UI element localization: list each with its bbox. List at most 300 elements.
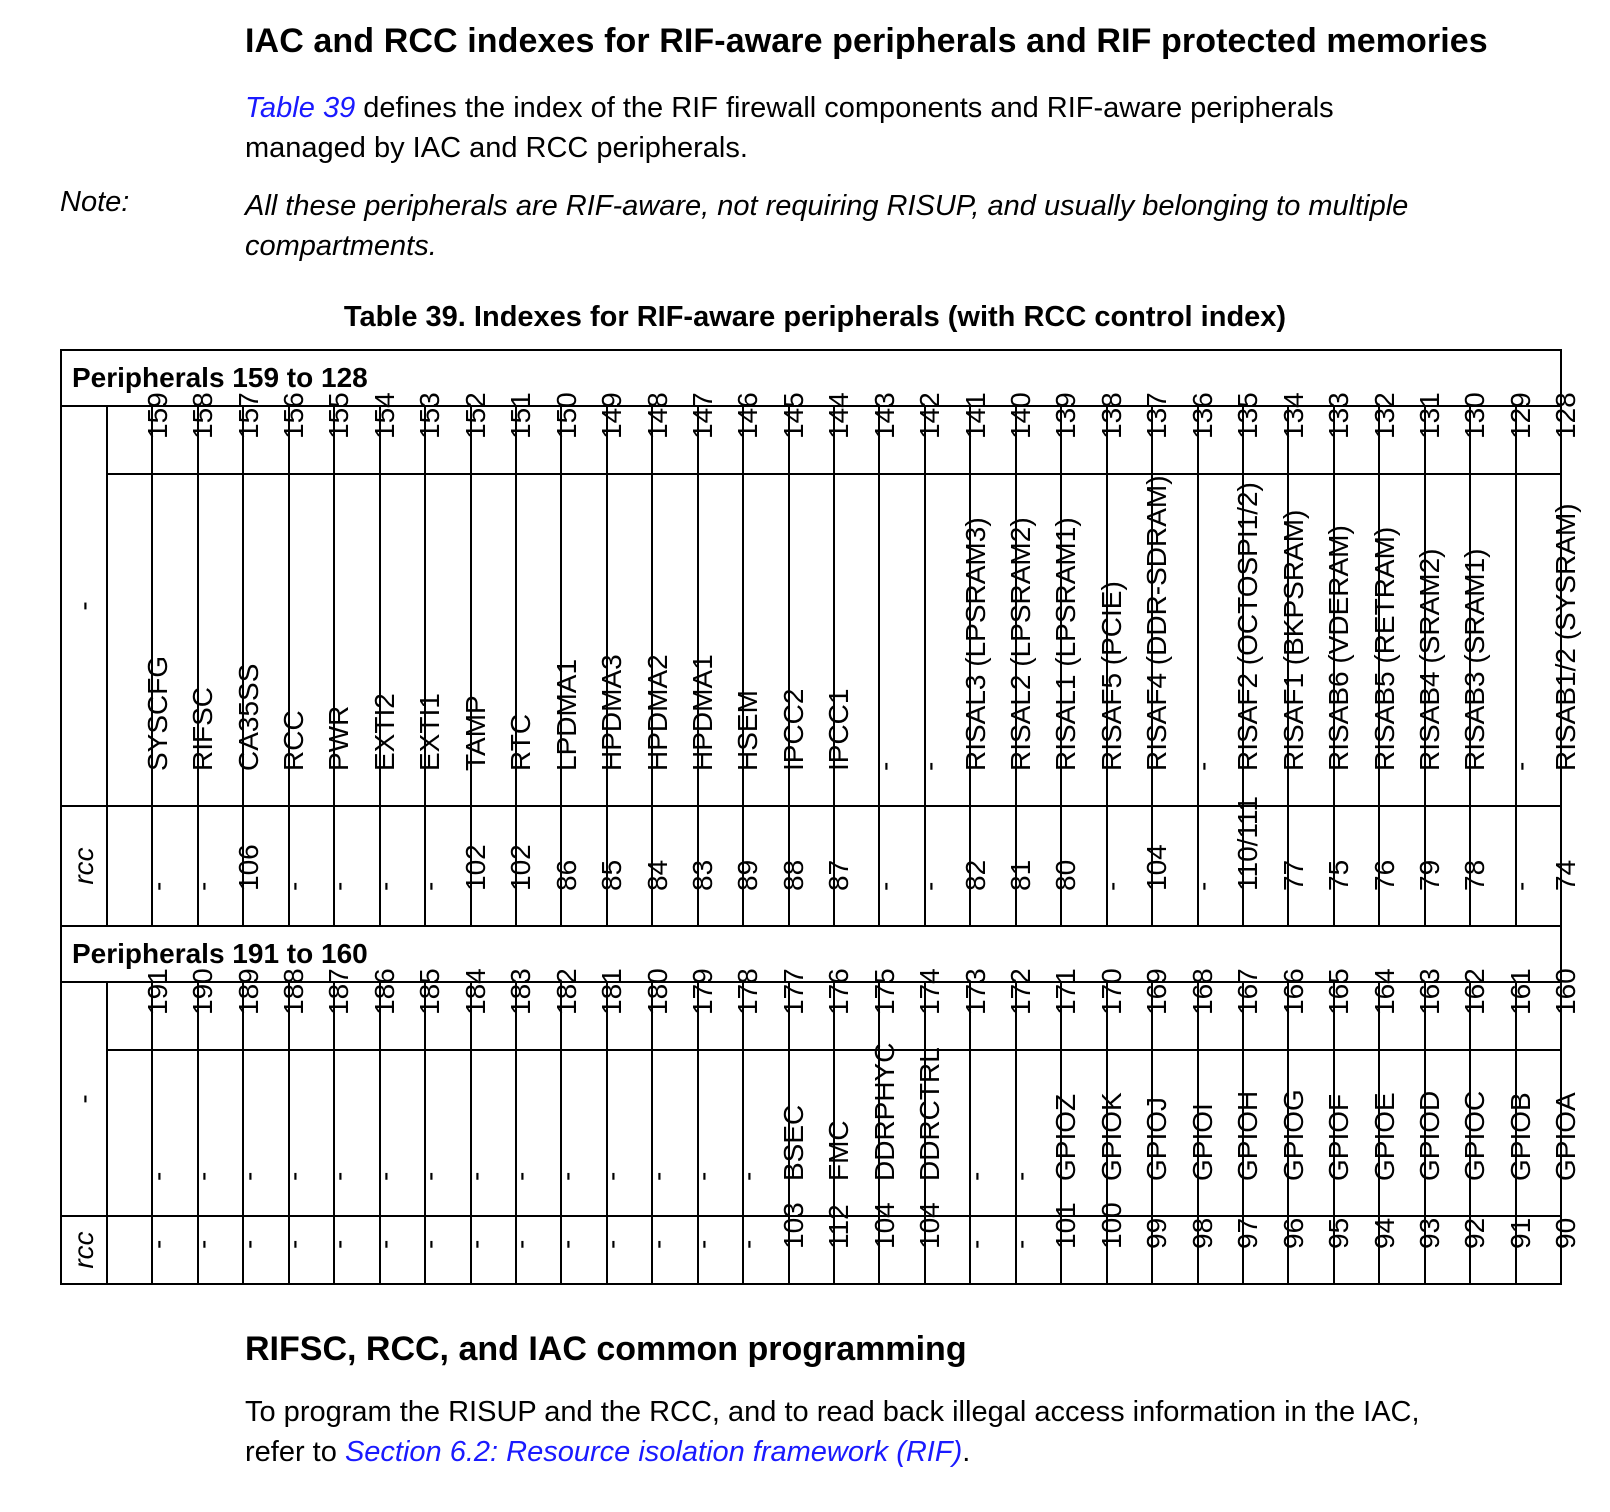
index-cell-text: 175 [868, 968, 900, 1015]
peripheral-name-cell-text: GPIOE [1368, 1092, 1400, 1181]
rcc-cell-text: - [641, 1239, 673, 1249]
rcc-cell-text: 102 [459, 844, 491, 891]
rcc-cell [243, 806, 310, 926]
rcc-cell-text: 100 [1095, 1202, 1127, 1249]
index-cell-text: 135 [1232, 392, 1264, 439]
intro-line-1 [245, 88, 1575, 128]
peripheral-name-cell-text: SYSCFG [141, 655, 173, 771]
rcc-cell-text: - [596, 1239, 628, 1249]
peripheral-name-cell-text: GPIOH [1232, 1090, 1264, 1181]
peripheral-name-cell-text: - [550, 1171, 582, 1181]
peripheral-name-cell [380, 474, 446, 806]
peripheral-name-cell [1425, 474, 1491, 806]
section-6-2-link[interactable]: Section 6.2: Resource isolation framework (RIF) [344, 1436, 963, 1468]
index-cell-text: 185 [414, 968, 446, 1015]
rcc-cell-text: - [323, 1239, 355, 1249]
peripheral-name-cell-text: - [505, 1171, 537, 1181]
rcc-cell-text: - [141, 1239, 173, 1249]
rcc-cell-text: 110/111 [1232, 796, 1264, 891]
rcc-cell [1107, 1216, 1173, 1284]
peripheral-name-cell-text: RCC [278, 710, 310, 771]
peripheral-name-cell-text: - [187, 1171, 219, 1181]
peripheral-name-cell [698, 474, 764, 806]
rcc-cell-text: 80 [1050, 859, 1082, 891]
peripheral-name-cell [879, 1047, 946, 1216]
rcc-cell-text: 85 [596, 859, 628, 891]
rcc-cell-text: 75 [1323, 859, 1355, 891]
rcc-cell-text: 102 [505, 844, 537, 891]
rcc-cell [334, 1216, 400, 1284]
index-cell-text: 176 [823, 968, 855, 1015]
rcc-cell [1516, 1216, 1582, 1284]
index-cell-text: 177 [777, 968, 809, 1015]
rcc-cell-text: - [550, 1239, 582, 1249]
rcc-cell [1288, 806, 1355, 926]
rcc-cell-text: 79 [1413, 859, 1445, 891]
peripheral-name-cell [1470, 1050, 1536, 1216]
rcc-cell [1334, 1216, 1400, 1284]
rcc-cell [289, 806, 355, 926]
rcc-cell [652, 806, 718, 926]
rcc-cell-text: 86 [550, 859, 582, 891]
peripheral-name-cell-text: - [414, 1171, 446, 1181]
peripheral-name-cell [198, 1050, 264, 1216]
rcc-cell-text: 82 [959, 859, 991, 891]
rcc-cell-text: 103 [777, 1202, 809, 1249]
intro-text: defines the index of the RIF firewall components and RIF-aware peripherals [355, 92, 1334, 124]
index-cell-text: 153 [414, 392, 446, 439]
peripheral-name-cell [516, 474, 582, 806]
rcc-cell-text: 106 [232, 844, 264, 891]
peripheral-name-cell-text: HSEM [732, 690, 764, 771]
group-title: Peripherals 159 to 128 [61, 350, 1561, 406]
peripheral-name-cell [425, 474, 491, 806]
peripheral-name-cell-text: IPCC2 [777, 688, 809, 771]
rcc-row-label [61, 1216, 107, 1284]
peripheral-name-cell [1016, 474, 1082, 806]
peripheral-name-cell [1288, 474, 1355, 806]
peripheral-name-cell-text: GPIOI [1186, 1103, 1218, 1181]
rcc-cell-text: - [1005, 1239, 1037, 1249]
index-cell-text: 151 [505, 392, 537, 439]
outro-prefix: refer to [245, 1436, 345, 1468]
peripheral-name-cell-text: EXTI1 [414, 693, 446, 771]
index-cell [107, 968, 173, 1050]
peripheral-name-cell-text: GPIOG [1277, 1089, 1309, 1181]
rcc-cell [607, 1216, 673, 1284]
peripheral-name-cell [516, 1050, 582, 1216]
index-cell-text: 147 [686, 392, 718, 439]
rcc-cell [1243, 1216, 1309, 1284]
peripheral-name-cell-text: GPIOZ [1050, 1093, 1082, 1181]
rcc-cell [1334, 806, 1400, 926]
rcc-row [61, 806, 1561, 926]
index-cell-text: 148 [641, 392, 673, 439]
rcc-cell-text: 99 [1141, 1217, 1173, 1249]
peripheral-name-cell [1243, 1050, 1309, 1216]
peripheral-name-cell [698, 1050, 764, 1216]
peripheral-name-cell [743, 1050, 809, 1216]
index-cell-text: 172 [1005, 968, 1037, 1015]
index-cell-text: 158 [187, 392, 219, 439]
index-cell-text: 159 [141, 392, 173, 439]
rcc-row-label-text: rcc [68, 1231, 99, 1269]
rcc-cell [1288, 1216, 1355, 1284]
index-cell-text: 161 [1504, 968, 1536, 1015]
index-cell-text: 180 [641, 968, 673, 1015]
peripheral-name-cell-text: GPIOB [1504, 1092, 1536, 1181]
peripheral-name-cell-text: RTC [505, 713, 537, 771]
peripheral-name-cell [970, 1050, 1037, 1216]
rcc-cell-text: - [686, 1239, 718, 1249]
index-cell-text: 183 [505, 968, 537, 1015]
section-heading: IAC and RCC indexes for RIF-aware peripherals and RIF protected memories [245, 22, 1488, 60]
rcc-cell-text: 76 [1368, 859, 1400, 891]
rcc-cell [1152, 1216, 1218, 1284]
index-cell-text: 128 [1550, 392, 1582, 439]
index-cell-text: 144 [823, 392, 855, 439]
index-cell-text: 169 [1141, 968, 1173, 1015]
outro-line-2 [245, 1432, 1585, 1472]
rif-index-table [60, 349, 1582, 1285]
peripheral-name-cell-text: DDRPHYC [868, 1042, 900, 1181]
rcc-cell-text: 77 [1277, 859, 1309, 891]
rcc-cell [334, 806, 400, 926]
peripheral-name-cell [1516, 474, 1582, 806]
peripheral-name-cell [607, 474, 673, 806]
rcc-cell-text: - [187, 881, 219, 891]
rcc-cell-text: - [141, 881, 173, 891]
peripheral-name-cell-text: GPIOC [1459, 1090, 1491, 1181]
index-cell-text: 173 [959, 968, 991, 1015]
index-cell-text: 164 [1368, 968, 1400, 1015]
rcc-row [61, 1216, 1561, 1284]
peripheral-name-cell-text: RISAB5 (RETRAM) [1368, 526, 1400, 771]
peripheral-name-cell-text: RISAL1 (LPSRAM1) [1050, 517, 1082, 771]
index-cell-text: 134 [1277, 392, 1309, 439]
peripheral-name-cell-text: - [323, 1171, 355, 1181]
index-cell-text: 160 [1550, 968, 1582, 1015]
peripheral-name-cell [152, 1050, 219, 1216]
rcc-cell [1516, 806, 1582, 926]
rcc-cell [925, 1216, 991, 1284]
peripheral-name-cell-text: BSEC [777, 1104, 809, 1181]
peripheral-name-cell [652, 474, 718, 806]
rcc-cell-text: - [232, 1239, 264, 1249]
peripheral-name-cell [607, 1050, 673, 1216]
rcc-cell [1107, 806, 1173, 926]
rcc-row-label [61, 806, 107, 926]
rcc-cell [607, 806, 673, 926]
rcc-cell [834, 806, 900, 926]
peripheral-name-cell-text: RISAB6 (VDERAM) [1323, 525, 1355, 771]
rcc-cell-text: 74 [1550, 859, 1582, 891]
rcc-cell-text: - [414, 1239, 446, 1249]
rcc-cell-text: 104 [868, 1202, 900, 1249]
rcc-cell [970, 1216, 1037, 1284]
index-cell-text: 154 [368, 392, 400, 439]
index-cell-text: 130 [1459, 392, 1491, 439]
peripheral-name-cell [107, 1050, 173, 1216]
index-cell-text: 152 [459, 392, 491, 439]
rcc-cell [879, 1202, 946, 1284]
outro-line-1: To program the RISUP and the RCC, and to read back illegal access information in the IAC, [245, 1396, 1420, 1428]
peripheral-name-cell-text: RISAL2 (LPSRAM2) [1005, 517, 1037, 771]
rcc-cell-text: 93 [1413, 1217, 1445, 1249]
peripheral-name-cell-text: - [1504, 761, 1536, 771]
index-cell-text: 133 [1323, 392, 1355, 439]
index-cell-text: 145 [777, 392, 809, 439]
index-cell-text: 149 [596, 392, 628, 439]
rcc-cell [471, 1216, 537, 1284]
peripheral-name-cell [561, 474, 628, 806]
index-cell-text: 166 [1277, 968, 1309, 1015]
rcc-cell [1061, 806, 1127, 926]
rcc-cell-text: - [1186, 881, 1218, 891]
rcc-cell-text: 89 [732, 859, 764, 891]
peripheral-name-cell-text: CA35SS [232, 663, 264, 771]
peripheral-name-cell [743, 474, 809, 806]
rcc-cell [561, 1216, 628, 1284]
rcc-cell-text: 104 [914, 1202, 946, 1249]
rcc-cell [198, 806, 264, 926]
peripheral-name-cell-text: GPIOJ [1141, 1096, 1173, 1181]
rcc-cell [743, 1202, 809, 1284]
peripheral-name-cell-text: IPCC1 [823, 688, 855, 771]
index-cell-text: 179 [686, 968, 718, 1015]
index-cell-text: 162 [1459, 968, 1491, 1015]
index-cell-text: 156 [278, 392, 310, 439]
rcc-cell-text: 87 [823, 859, 855, 891]
index-cell-text: 181 [596, 968, 628, 1015]
rcc-cell [1379, 806, 1445, 926]
rcc-cell [1198, 1216, 1264, 1284]
rcc-cell-text: 92 [1459, 1217, 1491, 1249]
peripheral-name-cell-text: - [959, 1171, 991, 1181]
peripheral-name-cell [1334, 474, 1400, 806]
index-cell-text: 132 [1368, 392, 1400, 439]
peripheral-name-cell [1334, 1050, 1400, 1216]
group-title: Peripherals 191 to 160 [61, 926, 1561, 982]
index-cell-text: 189 [232, 968, 264, 1015]
peripheral-name-cell-text: - [278, 1171, 310, 1181]
rcc-cell-text: 81 [1005, 859, 1037, 891]
outro-suffix: . [962, 1436, 971, 1468]
rcc-cell-text: - [278, 1239, 310, 1249]
index-cell-text: 140 [1005, 392, 1037, 439]
rcc-cell-text: - [368, 1239, 400, 1249]
peripheral-name-cell-text: - [641, 1171, 673, 1181]
rcc-cell-text: 101 [1050, 1202, 1082, 1249]
rcc-cell-text: 91 [1504, 1217, 1536, 1249]
rcc-cell-text: - [368, 881, 400, 891]
peripheral-name-cell-text: TAMP [459, 695, 491, 771]
rcc-cell [1470, 1216, 1536, 1284]
peripheral-name-cell-text: - [1005, 1171, 1037, 1181]
peripheral-name-cell-text: RIFSC [187, 687, 219, 771]
rcc-cell [1243, 806, 1309, 926]
peripheral-name-cell [1198, 474, 1264, 806]
peripheral-name-cell [471, 474, 537, 806]
peripheral-name-cell [925, 1050, 991, 1216]
peripheral-name-cell-text: - [459, 1171, 491, 1181]
peripheral-name-cell [834, 1042, 900, 1216]
peripheral-name-cell-text: GPIOD [1413, 1090, 1445, 1181]
peripheral-name-cell [1061, 1050, 1127, 1216]
rcc-cell-text: 94 [1368, 1217, 1400, 1249]
rcc-cell [289, 1216, 355, 1284]
rcc-cell-text: 96 [1277, 1217, 1309, 1249]
index-cell-text: 129 [1504, 392, 1536, 439]
peripheral-name-cell-text: - [1186, 761, 1218, 771]
name-row-label-text: - [68, 1094, 99, 1104]
index-cell-text: 141 [959, 392, 991, 439]
rcc-cell-text: 78 [1459, 859, 1491, 891]
peripheral-name-cell-text: EXTI2 [368, 693, 400, 771]
index-cell-text: 155 [323, 392, 355, 439]
rcc-cell-text: - [1095, 881, 1127, 891]
peripheral-name-cell-text: HPDMA3 [596, 654, 628, 771]
intro-line-2: managed by IAC and RCC peripherals. [245, 132, 748, 164]
peripheral-name-cell-text: RISAB4 (SRAM2) [1413, 548, 1445, 771]
peripheral-name-cell [1470, 474, 1536, 806]
peripheral-name-cell-text: HPDMA2 [641, 654, 673, 771]
peripheral-name-cell-text: HPDMA1 [686, 654, 718, 771]
index-cell-text: 142 [914, 392, 946, 439]
peripheral-name-cell [243, 474, 310, 806]
rcc-cell [198, 1216, 264, 1284]
peripheral-name-cell [652, 1050, 718, 1216]
peripheral-name-cell-text: - [596, 1171, 628, 1181]
peripheral-name-cell [1198, 1050, 1264, 1216]
peripheral-name-cell-text: - [914, 761, 946, 771]
peripheral-name-cell-text: RISAB1/2 (SYSRAM) [1550, 503, 1582, 771]
name-row [61, 1050, 1561, 1216]
rcc-cell-text: - [1504, 881, 1536, 891]
rcc-cell [1016, 1202, 1082, 1284]
peripheral-name-cell-text: GPIOF [1323, 1093, 1355, 1181]
peripheral-name-cell-text: - [141, 1171, 173, 1181]
peripheral-name-cell [1061, 474, 1127, 806]
index-cell-text: 191 [141, 968, 173, 1015]
rcc-cell [243, 1216, 310, 1284]
rcc-cell [107, 806, 173, 926]
rcc-cell [698, 806, 764, 926]
index-cell-text: 190 [187, 968, 219, 1015]
index-cell-text: 182 [550, 968, 582, 1015]
peripheral-name-cell [1107, 1050, 1173, 1216]
rcc-cell [516, 1216, 582, 1284]
index-cell-text: 131 [1413, 392, 1445, 439]
intro-paragraph [245, 88, 1575, 168]
peripheral-name-cell-text: FMC [823, 1120, 855, 1181]
peripheral-name-cell [334, 1050, 400, 1216]
rcc-cell-text: - [732, 1239, 764, 1249]
index-cell-text: 150 [550, 392, 582, 439]
peripheral-name-cell [425, 1050, 491, 1216]
rcc-cell-text: - [959, 1239, 991, 1249]
peripheral-name-cell-text: - [686, 1171, 718, 1181]
rcc-cell [152, 806, 219, 926]
peripheral-name-cell-text: RISAF5 (PCIE) [1095, 581, 1127, 771]
rcc-cell-text: 112 [823, 1204, 855, 1249]
rcc-cell [516, 806, 582, 926]
peripheral-name-cell [789, 1050, 855, 1216]
rcc-cell-text: - [459, 1239, 491, 1249]
rcc-cell-text: 83 [686, 859, 718, 891]
rcc-cell [1425, 806, 1491, 926]
peripheral-name-cell-text: RISAF1 (BKPSRAM) [1277, 509, 1309, 771]
rcc-cell [1425, 1216, 1491, 1284]
rcc-cell [925, 806, 991, 926]
table-caption: Table 39. Indexes for RIF-aware peripherals (with RCC control index) [343, 301, 1287, 333]
peripheral-name-cell [1243, 474, 1309, 806]
index-cell-text: 178 [732, 968, 764, 1015]
peripheral-name-cell [561, 1050, 628, 1216]
rcc-cell [107, 1216, 173, 1284]
peripheral-name-cell-text: RISAB3 (SRAM1) [1459, 548, 1491, 771]
peripheral-name-cell [1288, 1050, 1355, 1216]
peripheral-name-cell-text: RISAF2 (OCTOSPI1/2) [1232, 482, 1264, 771]
rcc-cell [152, 1216, 219, 1284]
rcc-cell [380, 806, 446, 926]
peripheral-name-cell [152, 474, 219, 806]
peripheral-name-cell-text: GPIOA [1550, 1092, 1582, 1181]
rcc-cell-text: - [914, 881, 946, 891]
index-cell-text: 187 [323, 968, 355, 1015]
rcc-cell-text: 98 [1186, 1217, 1218, 1249]
rcc-cell [425, 1216, 491, 1284]
table-39-link[interactable]: Table 39 [245, 92, 356, 124]
rcc-cell [970, 806, 1037, 926]
peripheral-name-cell [334, 474, 400, 806]
rcc-cell-text: - [187, 1239, 219, 1249]
index-cell-text: 143 [868, 392, 900, 439]
index-cell-text: 188 [278, 968, 310, 1015]
peripheral-name-cell [243, 1050, 310, 1216]
name-row-label [61, 982, 107, 1216]
rcc-cell [652, 1216, 718, 1284]
peripheral-name-cell-text: PWR [323, 705, 355, 771]
peripheral-name-cell [471, 1050, 537, 1216]
peripheral-name-cell-text: - [868, 761, 900, 771]
name-row [61, 474, 1561, 806]
rcc-cell [1152, 806, 1218, 926]
peripheral-name-cell-text: DDRCTRL [914, 1047, 946, 1181]
index-row [61, 406, 1561, 474]
note-text: All these peripherals are RIF-aware, not requiring RISUP, and usually belonging to multiple compartments. [245, 190, 1409, 262]
peripheral-name-cell-text: GPIOK [1095, 1092, 1127, 1181]
rcc-cell [425, 806, 491, 926]
rcc-cell-text: - [278, 881, 310, 891]
rcc-cell [698, 1216, 764, 1284]
rcc-cell-text: 97 [1232, 1217, 1264, 1249]
peripheral-name-cell [925, 474, 991, 806]
index-cell-text: 170 [1095, 968, 1127, 1015]
rcc-cell-text: - [323, 881, 355, 891]
peripheral-name-cell [107, 474, 173, 806]
index-cell-text: 184 [459, 968, 491, 1015]
peripheral-name-cell-text: - [368, 1171, 400, 1181]
peripheral-name-cell [970, 474, 1037, 806]
peripheral-name-cell [1152, 1050, 1218, 1216]
rcc-cell [879, 806, 946, 926]
rcc-cell [1379, 1216, 1445, 1284]
rcc-cell [789, 806, 855, 926]
note-label: Note: [60, 186, 130, 218]
index-cell-text: 171 [1050, 968, 1082, 1015]
peripheral-name-cell [380, 1050, 446, 1216]
